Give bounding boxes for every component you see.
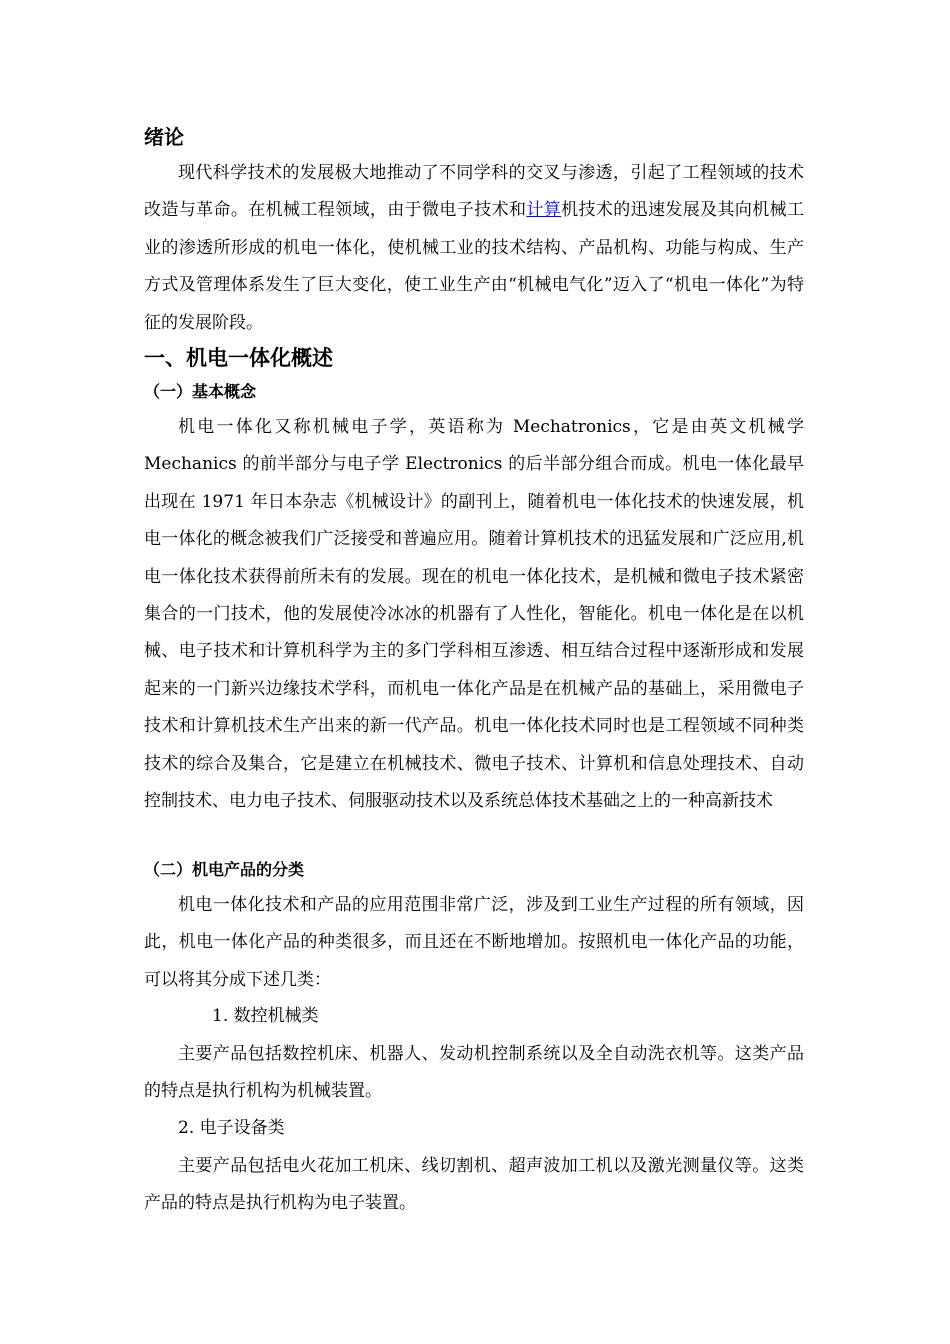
classification-paragraph: 机电一体化技术和产品的应用范围非常广泛，涉及到工业生产过程的所有领域，因此，机电一体化产品的种类很多，而且还在不断地增加。按照机电一体化产品的功能，可以将其分成下述几类： (144, 895, 804, 990)
computer-link[interactable]: 计算 (526, 200, 562, 221)
intro-paragraph (144, 155, 804, 342)
intro-text-before-link: 现代科学技术的发展极大地推动了不同学科的交叉与渗透，引起了工程领域的技术改造与革命。在机械工程领域，由于微电子技术和 (144, 163, 804, 221)
document-title: 绪论 (144, 125, 184, 149)
basic-concept-paragraph: 机电一体化又称机械电子学，英语称为 Mechatronics，它是由英文机械学 Mechanics 的前半部分与电子学 Electronics 的后半部分组合而成。机电一体化最早出现在 1971 年日本杂志《机械设计》的副刊上，随着机电一体化技术的快速发展，机电一体化的概念被我们广泛接受和普遍应用。随着计算机技术的迅猛发展和广泛应用,机电一体化技术获得前所未有的发展。现在的机电一体化技术，是机械和微电子技术紧密集合的一门技术，他的发展使冷冰冰的机器有了人性化，智能化。机电一体化是在以机械、电子技术和计算机科学为主的多门学科相互渗透、相互结合过程中逐渐形成和发展起来的一门新兴边缘技术学科，而机电一体化产品是在机械产品的基础上，采用微电子技术和计算机技术生产出来的新一代产品。机电一体化技术同时也是工程领域不同种类技术的综合及集合，它是建立在机械技术、微电子技术、计算机和信息处理技术、自动控制技术、电力电子技术、伺服驱动技术以及系统总体技术基础之上的一种高新技术 (144, 417, 804, 812)
subsection-heading-classification: （二）机电产品的分类 (144, 860, 305, 879)
subsection-heading-basic-concept: （一）基本概念 (144, 382, 257, 401)
list-item-text-nc-machinery: 主要产品包括数控机床、机器人、发动机控制系统以及全自动洗衣机等。这类产品的特点是执行机构为机械装置。 (144, 1044, 804, 1102)
list-item-text-electronic-equipment: 主要产品包括电火花加工机床、线切割机、超声波加工机以及激光测量仪等。这类产品的特点是执行机构为电子装置。 (144, 1156, 804, 1214)
section-heading-overview: 一、机电一体化概述 (144, 346, 333, 370)
intro-text-after-link: 机技术的迅速发展及其向机械工业的渗透所形成的机电一体化，使机械工业的技术结构、产品机构、功能与构成、生产方式及管理体系发生了巨大变化，使工业生产由“机械电气化”迈入了“机电一体化”为特征的发展阶段。 (144, 200, 805, 333)
list-item-label-electronic-equipment: 2. 电子设备类 (178, 1118, 285, 1138)
list-item-label-nc-machinery: 1. 数控机械类 (212, 1006, 319, 1026)
